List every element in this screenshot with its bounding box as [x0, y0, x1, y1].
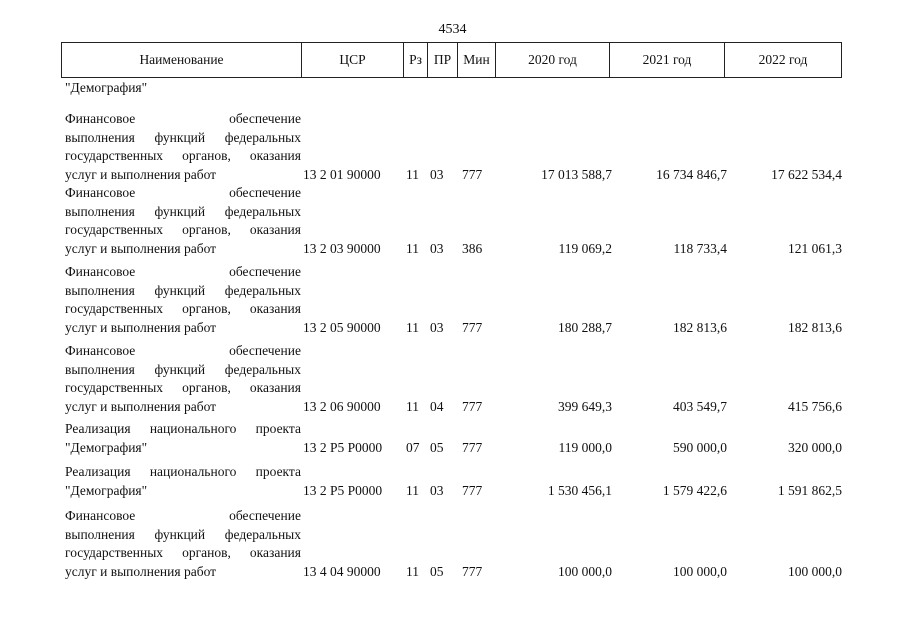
cell-min: 777	[462, 398, 483, 414]
header-min: Мин	[458, 43, 496, 77]
cell-rz: 11	[406, 563, 419, 579]
row-name-line: выполнения функций федеральных	[65, 526, 301, 542]
cell-rz: 07	[406, 439, 420, 455]
cell-csr: 13 2 03 90000	[303, 240, 381, 256]
carry-over-text: "Демография"	[65, 80, 148, 95]
cell-pr: 03	[430, 240, 444, 256]
row-name-line: выполнения функций федеральных	[65, 361, 301, 377]
cell-pr: 03	[430, 166, 444, 182]
row-name-line: Финансовое обеспечение	[65, 264, 301, 279]
cell-rz: 11	[406, 240, 419, 256]
header-csr: ЦСР	[302, 43, 404, 77]
row-name-line: услуг и выполнения работ	[65, 319, 217, 335]
row-name-line: Реализация национального проекта	[65, 464, 301, 479]
cell-v2022: 320 000,0	[788, 439, 842, 455]
table-header	[61, 42, 842, 78]
header-pr: ПР	[428, 43, 458, 77]
cell-min: 777	[462, 166, 483, 182]
cell-v2022: 1 591 862,5	[777, 482, 842, 498]
row-name-line: Финансовое обеспечение	[65, 185, 301, 200]
row-name	[65, 342, 301, 416]
row-name-line: государственных органов, оказания	[65, 380, 301, 395]
row-name-line: услуг и выполнения работ	[65, 563, 217, 579]
cell-csr: 13 2 05 90000	[303, 319, 381, 335]
cell-csr: 13 2 P5 P0000	[303, 439, 383, 455]
cell-v2021: 1 579 422,6	[662, 482, 727, 498]
row-name	[65, 420, 301, 457]
cell-rz: 11	[406, 166, 419, 182]
cell-pr: 04	[430, 398, 444, 414]
cell-v2022: 100 000,0	[788, 563, 842, 579]
row-name-line: Финансовое обеспечение	[65, 508, 301, 523]
header-2022: 2022 год	[758, 52, 808, 67]
cell-v2022: 121 061,3	[788, 240, 842, 256]
row-name-line: услуг и выполнения работ	[65, 166, 217, 182]
cell-min: 777	[462, 482, 483, 498]
cell-v2022: 182 813,6	[788, 319, 842, 335]
cell-csr: 13 2 01 90000	[303, 166, 381, 182]
row-name-line: услуг и выполнения работ	[65, 240, 217, 256]
page-number: 4534	[438, 22, 467, 37]
row-name	[65, 263, 301, 337]
row-name-line: Реализация национального проекта	[65, 421, 301, 436]
cell-v2021: 16 734 846,7	[656, 166, 727, 182]
row-name-line: Финансовое обеспечение	[65, 343, 301, 358]
cell-v2020: 399 649,3	[558, 398, 612, 414]
cell-v2020: 180 288,7	[558, 319, 612, 335]
cell-v2020: 17 013 588,7	[541, 166, 612, 182]
row-name	[65, 184, 301, 258]
header-2020: 2020 год	[496, 43, 610, 77]
cell-v2021: 403 549,7	[673, 398, 727, 414]
cell-pr: 05	[430, 563, 444, 579]
row-name-line: государственных органов, оказания	[65, 222, 301, 237]
row-name-line: выполнения функций федеральных	[65, 203, 301, 219]
header-name: Наименование	[62, 43, 302, 77]
cell-min: 777	[462, 439, 483, 455]
row-name	[65, 463, 301, 500]
cell-csr: 13 2 06 90000	[303, 398, 381, 414]
row-name	[65, 110, 301, 184]
cell-v2021: 118 733,4	[673, 240, 727, 256]
header-rz: Рз	[404, 43, 428, 77]
cell-min: 777	[462, 563, 483, 579]
row-name-line: "Демография"	[65, 482, 148, 498]
row-name-line: государственных органов, оказания	[65, 301, 301, 316]
cell-v2021: 590 000,0	[673, 439, 727, 455]
cell-v2020: 1 530 456,1	[547, 482, 612, 498]
row-name-line: государственных органов, оказания	[65, 148, 301, 163]
cell-csr: 13 2 P5 P0000	[303, 482, 383, 498]
cell-v2021: 182 813,6	[673, 319, 727, 335]
cell-v2022: 415 756,6	[788, 398, 842, 414]
cell-pr: 03	[430, 319, 444, 335]
row-name-line: выполнения функций федеральных	[65, 129, 301, 145]
row-name	[65, 507, 301, 581]
cell-rz: 11	[406, 398, 419, 414]
cell-v2020: 119 069,2	[558, 240, 612, 256]
cell-csr: 13 4 04 90000	[303, 563, 381, 579]
row-name-line: государственных органов, оказания	[65, 545, 301, 560]
header-2021: 2021 год	[610, 43, 725, 77]
cell-rz: 11	[406, 482, 419, 498]
row-name-line: услуг и выполнения работ	[65, 398, 217, 414]
cell-pr: 03	[430, 482, 444, 498]
cell-v2020: 100 000,0	[558, 563, 612, 579]
cell-min: 777	[462, 319, 483, 335]
row-name-line: Финансовое обеспечение	[65, 111, 301, 126]
row-name-line: выполнения функций федеральных	[65, 282, 301, 298]
cell-v2022: 17 622 534,4	[771, 166, 842, 182]
cell-v2020: 119 000,0	[558, 439, 612, 455]
row-name-line: "Демография"	[65, 439, 148, 455]
cell-v2021: 100 000,0	[673, 563, 727, 579]
cell-pr: 05	[430, 439, 444, 455]
cell-rz: 11	[406, 319, 419, 335]
cell-min: 386	[462, 240, 483, 256]
